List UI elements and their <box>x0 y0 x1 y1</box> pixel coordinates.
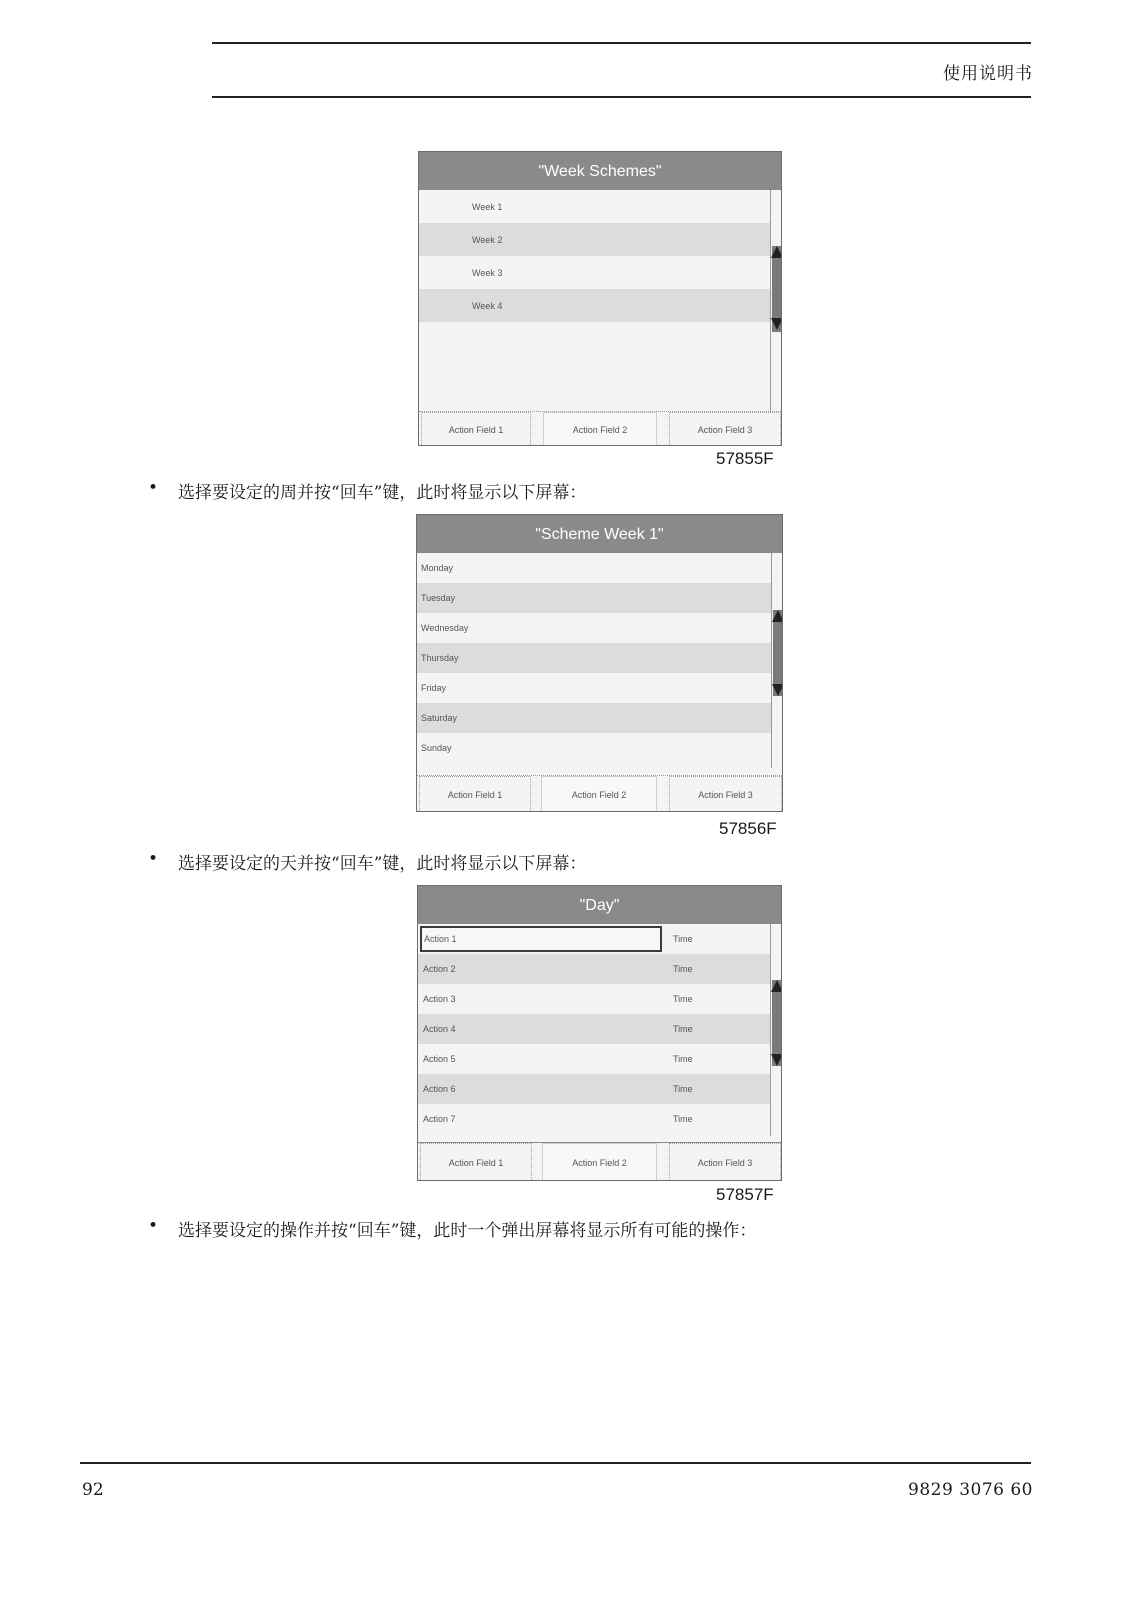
action-field-1-button[interactable]: Action Field 1 <box>419 776 531 811</box>
action-field-3-button[interactable]: Action Field 3 <box>669 776 782 811</box>
action-field-3-button[interactable]: Action Field 3 <box>669 412 781 445</box>
list-item-label: Thursday <box>421 653 459 663</box>
scroll-down-arrow-icon[interactable] <box>771 1054 782 1066</box>
bullet-marker: • <box>148 849 159 869</box>
figure-code: 57856F <box>719 819 777 838</box>
action-bar <box>419 411 781 445</box>
action-field-2-button[interactable]: Action Field 2 <box>543 412 657 445</box>
action-field-1-button[interactable]: Action Field 1 <box>420 1143 532 1180</box>
bullet-marker: • <box>148 1216 159 1236</box>
list-item-label: Week 4 <box>472 300 503 311</box>
action-field-3-button[interactable]: Action Field 3 <box>669 1143 781 1180</box>
list-item[interactable] <box>417 643 771 673</box>
time-label: Time <box>673 1024 693 1034</box>
list-item-label: Sunday <box>421 743 452 753</box>
time-label: Time <box>673 964 693 974</box>
screen-title: "Week Schemes" <box>419 152 781 190</box>
header-top-rule <box>212 42 1031 44</box>
action-bar <box>417 775 782 811</box>
list-item-label: Week 3 <box>472 267 503 278</box>
list-item-label: Action 7 <box>423 1114 456 1124</box>
list-item[interactable] <box>418 924 770 954</box>
list-item-label: Action 6 <box>423 1084 456 1094</box>
list-item[interactable] <box>418 1104 770 1134</box>
figure-code: 57855F <box>716 449 774 468</box>
time-label: Time <box>673 1084 693 1094</box>
time-label: Time <box>673 1054 693 1064</box>
bullet-marker: • <box>148 478 159 498</box>
list-item-label: Saturday <box>421 713 458 723</box>
instruction-text: 选择要设定的周并按“回车”键，此时将显示以下屏幕： <box>178 483 587 503</box>
list-item-label: Monday <box>421 563 454 573</box>
scroll-down-arrow-icon[interactable] <box>772 684 783 696</box>
time-label: Time <box>673 1114 693 1124</box>
list-item-label: Tuesday <box>421 593 456 603</box>
list-item-label: Action 1 <box>420 926 662 952</box>
list-item[interactable] <box>419 289 770 322</box>
list-item-label: Friday <box>421 683 447 693</box>
figure-code: 57857F <box>716 1185 774 1204</box>
list-item[interactable] <box>418 984 770 1014</box>
list-item-label: Action 3 <box>423 994 456 1004</box>
action-field-1-button[interactable]: Action Field 1 <box>421 412 531 445</box>
header-bottom-rule <box>212 96 1031 98</box>
footer-rule <box>80 1462 1031 1464</box>
day-screen <box>417 885 782 1181</box>
list-item-label: Action 5 <box>423 1054 456 1064</box>
list-item[interactable] <box>417 583 771 613</box>
list-item[interactable] <box>417 673 771 703</box>
action-field-2-button[interactable]: Action Field 2 <box>541 776 657 811</box>
action-field-2-button[interactable]: Action Field 2 <box>542 1143 657 1180</box>
list-item[interactable] <box>419 223 770 256</box>
scrollbar[interactable] <box>771 553 783 768</box>
scroll-up-arrow-icon[interactable] <box>771 980 782 992</box>
instruction-text: 选择要设定的天并按“回车”键，此时将显示以下屏幕： <box>178 854 587 874</box>
page-number: 92 <box>82 1480 104 1500</box>
list-item[interactable] <box>418 1074 770 1104</box>
list-item[interactable] <box>418 1044 770 1074</box>
list-item[interactable] <box>419 256 770 289</box>
scrollbar[interactable] <box>770 924 782 1136</box>
list-item-label: Action 4 <box>423 1024 456 1034</box>
list-item-label: Action 2 <box>423 964 456 974</box>
list-item-label: Week 2 <box>472 234 503 245</box>
time-label: Time <box>673 994 693 1004</box>
screen-title: "Scheme Week 1" <box>417 515 782 553</box>
scroll-up-arrow-icon[interactable] <box>771 246 782 258</box>
action-bar <box>418 1142 781 1180</box>
list-item[interactable] <box>417 703 771 733</box>
document-number: 9829 3076 60 <box>908 1480 1033 1500</box>
list-item-label: Wednesday <box>421 623 469 633</box>
scroll-down-arrow-icon[interactable] <box>771 318 782 330</box>
header-title: 使用说明书 <box>943 64 1033 84</box>
list-item[interactable] <box>417 613 771 643</box>
list-item[interactable] <box>417 553 771 583</box>
scrollbar[interactable] <box>770 190 782 412</box>
time-label: Time <box>673 934 693 944</box>
scroll-up-arrow-icon[interactable] <box>772 610 783 622</box>
list-item[interactable] <box>419 190 770 223</box>
list-item-label: Week 1 <box>472 201 503 212</box>
list-item[interactable] <box>418 1014 770 1044</box>
list-item[interactable] <box>417 733 771 763</box>
list-item[interactable] <box>418 954 770 984</box>
instruction-text: 选择要设定的操作并按“回车”键，此时一个弹出屏幕将显示所有可能的操作： <box>178 1221 757 1241</box>
week-schemes-screen <box>418 151 782 446</box>
screen-title: "Day" <box>418 886 781 924</box>
scheme-week-screen <box>416 514 783 812</box>
